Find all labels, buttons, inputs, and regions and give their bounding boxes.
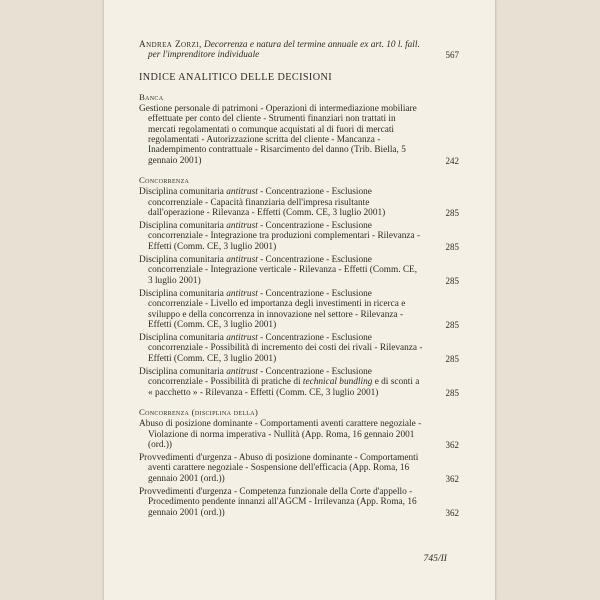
index-entry	[139, 255, 459, 286]
entry-text	[139, 187, 423, 218]
entry-text	[139, 419, 423, 450]
entry-text-run: Gestione personale di patrimoni - Operazioni di intermediazione mobiliare effettuate per conto del cliente - Strumenti finanziari non trattati in mercati regolamentati o comunque acquistati al di fuori di mercati regolamentati - Autorizzazione scritta del cliente - Mancanza - Inadempimento contrattuale - Risarcimento del danno (Trib. Biella, 5 gennaio 2001)	[139, 104, 417, 166]
entry-text-run: e di sconti a « pacchetto » - Rilevanza - Effetti (Comm. CE, 3 luglio 2001)	[148, 377, 420, 398]
entry-text-run: - Concentrazione - Esclusione concorrenziale - Integrazione verticale - Rilevanza - Effetti (Comm. CE, 3 luglio 2001)	[148, 255, 418, 286]
page-number: 285	[445, 353, 459, 364]
author-name: Andrea Zorzi,	[139, 40, 202, 50]
entry-text-run: Disciplina comunitaria	[139, 187, 227, 198]
header-entry	[139, 40, 459, 61]
entry-text-run: - Concentrazione - Esclusione concorrenziale - Livello ed importanza degli investimenti in ricerca e sviluppo e della concorrenza in innovazione nel settore - Rilevanza - Effetti (Comm. CE, 3 luglio 2001)	[148, 288, 406, 330]
entry-text-run: - Concentrazione - Esclusione concorrenziale - Possibilità di incremento dei costi dei rivali - Rilevanza - Effetti (Comm. CE, 3 luglio 2001)	[148, 333, 423, 364]
page-number: 285	[445, 241, 459, 252]
entry-text	[139, 289, 423, 330]
index-entry	[139, 453, 459, 484]
entry-text-run: Disciplina comunitaria	[139, 255, 227, 266]
page-number: 242	[445, 155, 459, 166]
article-title: Decorrenza e natura del termine annuale ex art. 10 l. fall. per l'imprenditore individuale	[148, 40, 420, 61]
page-number: 285	[445, 319, 459, 330]
page-number: 285	[445, 275, 459, 286]
page-number: 567	[445, 50, 459, 61]
section-heading: Concorrenza (disciplina della)	[139, 406, 259, 417]
entry-text-run: Disciplina comunitaria	[139, 288, 227, 299]
index-entry	[139, 419, 459, 450]
entry-text	[139, 255, 423, 286]
entry-italic-term: antitrust	[226, 255, 258, 266]
entry-text	[139, 221, 423, 252]
entry-text-run: Disciplina comunitaria	[139, 333, 227, 344]
entry-italic-term: antitrust	[226, 187, 258, 198]
index-entry	[139, 333, 459, 364]
entry-italic-term: antitrust	[226, 288, 258, 299]
entry-text-run: - Concentrazione - Esclusione concorrenziale - Integrazione tra produzioni complementari - Rilevanza - Effetti (Comm. CE, 3 luglio 2001)	[148, 221, 421, 252]
entry-italic-term: antitrust	[226, 367, 258, 378]
entry-text	[139, 333, 423, 364]
index-entry	[139, 486, 459, 518]
section-heading: Banca	[139, 91, 164, 102]
entry-text	[139, 367, 423, 398]
entry-text-run: - Concentrazione - Esclusione concorrenziale - Capacità finanziaria dell'impresa risultante dall'operazione - Rilevanza - Effetti (Comm. CE, 3 luglio 2001)	[148, 187, 386, 218]
page-folio: 745/II	[423, 553, 447, 564]
page-number: 362	[445, 439, 459, 450]
page-number: 362	[445, 507, 459, 518]
index-entry	[139, 104, 459, 166]
index-content	[139, 40, 459, 518]
index-entry	[139, 221, 459, 252]
index-title: INDICE ANALITICO DELLE DECISIONI	[139, 71, 333, 83]
entry-text	[139, 487, 423, 518]
entry-text-run: Provvedimenti d'urgenza - Abuso di posizione dominante - Comportamenti aventi carattere negoziale - Sospensione dell'efficacia (App. Roma, 16 gennaio 2001 (ord.))	[139, 453, 419, 484]
index-entry	[139, 288, 459, 330]
entry-italic-term: technical bundling	[302, 377, 373, 388]
entry-text-run: Disciplina comunitaria	[139, 367, 227, 378]
entry-text-run: Provvedimenti d'urgenza - Competenza funzionale della Corte d'appello - Procedimento pendente innanzi all'AGCM - Irrilevanza (App. Roma, 16 gennaio 2001 (ord.))	[139, 486, 417, 518]
entry-italic-term: antitrust	[226, 333, 258, 344]
entry-text	[139, 453, 423, 484]
entry-text	[139, 104, 423, 166]
section-heading: Concorrenza	[139, 174, 190, 185]
index-sections	[139, 91, 459, 518]
entry-text-run: Disciplina comunitaria	[139, 221, 227, 232]
page-number: 285	[445, 207, 459, 218]
entry-italic-term: antitrust	[226, 221, 258, 232]
index-entry	[139, 187, 459, 218]
entry-text-run: Abuso di posizione dominante - Comportamenti aventi carattere negoziale - Violazione di norma imperativa - Nullità (App. Roma, 16 gennaio 2001 (ord.))	[139, 419, 422, 450]
page-number: 285	[445, 387, 459, 398]
book-page	[104, 0, 495, 600]
index-entry	[139, 367, 459, 398]
page-number: 362	[445, 473, 459, 484]
entry-text-run: - Concentrazione - Esclusione concorrenziale - Possibilità di pratiche di	[148, 367, 372, 388]
